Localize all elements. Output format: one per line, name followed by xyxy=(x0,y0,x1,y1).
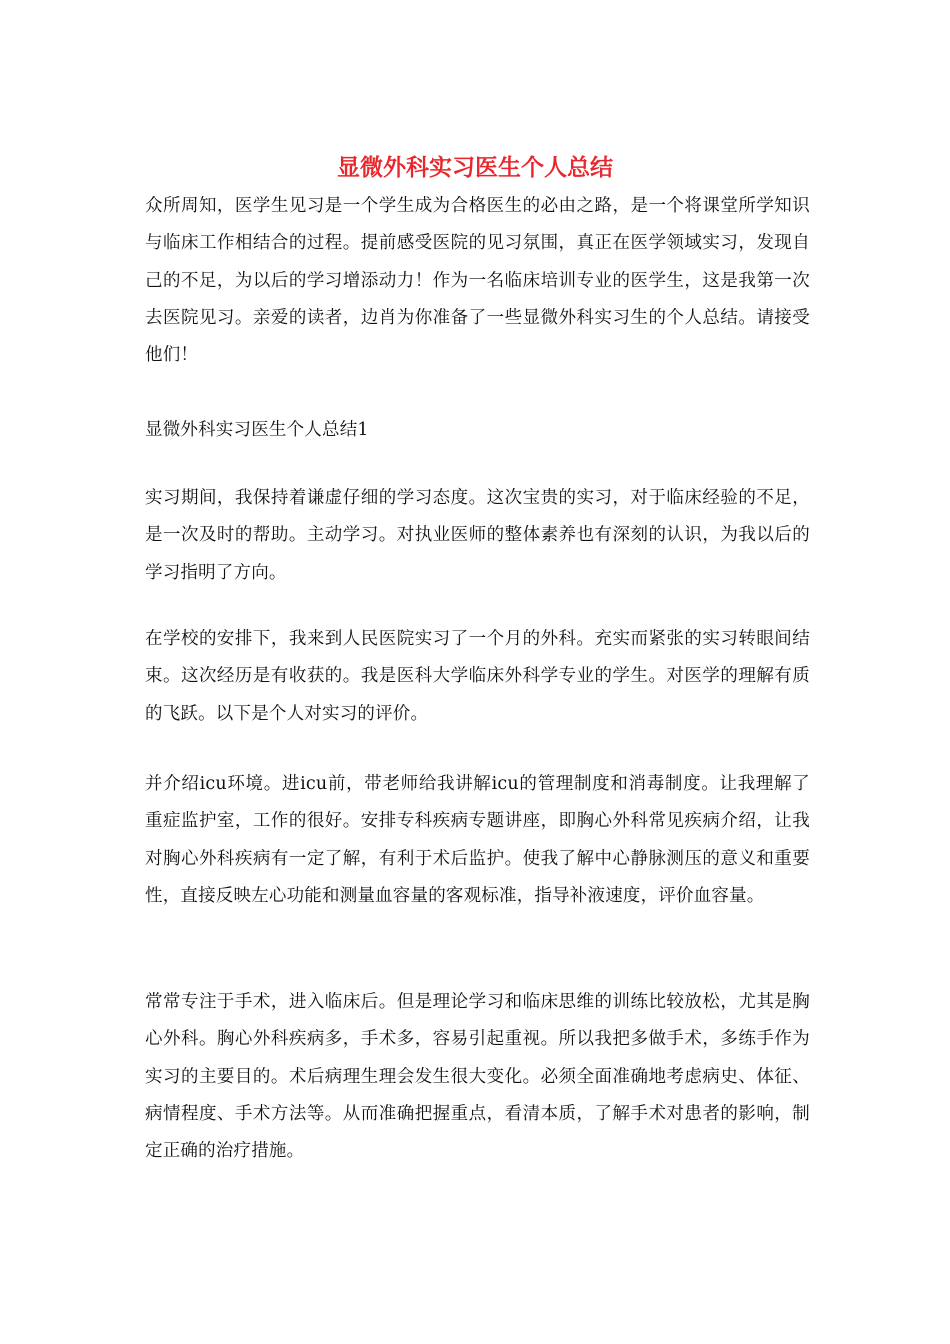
body-paragraph: 常常专注于手术，进入临床后。但是理论学习和临床思维的训练比较放松，尤其是胸心外科。胸心外科疾病多，手术多，容易引起重视。所以我把多做手术，多练手作为实习的主要目的。术后病理生理会发生很大变化。必须全面准确地考虑病史、体征、病情程度、手术方法等。从而准确把握重点，看清本质，了解手术对患者的影响，制定正确的治疗措施。 xyxy=(145,992,810,1162)
intro-paragraph: 众所周知，医学生见习是一个学生成为合格医生的必由之路，是一个将课堂所学知识与临床工作相结合的过程。提前感受医院的见习氛围，真正在医学领域实习，发现自己的不足，为以后的学习增添动力！作为一名临床培训专业的医学生，这是我第一次去医院见习。亲爱的读者，边肖为你准备了一些显微外科实习生的个人总结。请接受他们！ xyxy=(145,196,810,366)
document-title: 显微外科实习医生个人总结 xyxy=(337,154,613,181)
body-paragraph: 并介绍icu环境。进icu前，带老师给我讲解icu的管理制度和消毒制度。让我理解了重症监护室，工作的很好。安排专科疾病专题讲座，即胸心外科常见疾病介绍，让我对胸心外科疾病有一定了解，有利于术后监护。使我了解中心静脉测压的意义和重要性，直接反映左心功能和测量血容量的客观标准，指导补液速度，评价血容量。 xyxy=(145,774,810,906)
body-paragraph: 在学校的安排下，我来到人民医院实习了一个月的外科。充实而紧张的实习转眼间结束。这次经历是有收获的。我是医科大学临床外科学专业的学生。对医学的理解有质的飞跃。以下是个人对实习的评价。 xyxy=(145,629,810,724)
body-paragraph: 实习期间，我保持着谦虚仔细的学习态度。这次宝贵的实习，对于临床经验的不足，是一次及时的帮助。主动学习。对执业医师的整体素养也有深刻的认识，为我以后的学习指明了方向。 xyxy=(145,488,810,583)
section-heading: 显微外科实习医生个人总结1 xyxy=(145,420,369,440)
